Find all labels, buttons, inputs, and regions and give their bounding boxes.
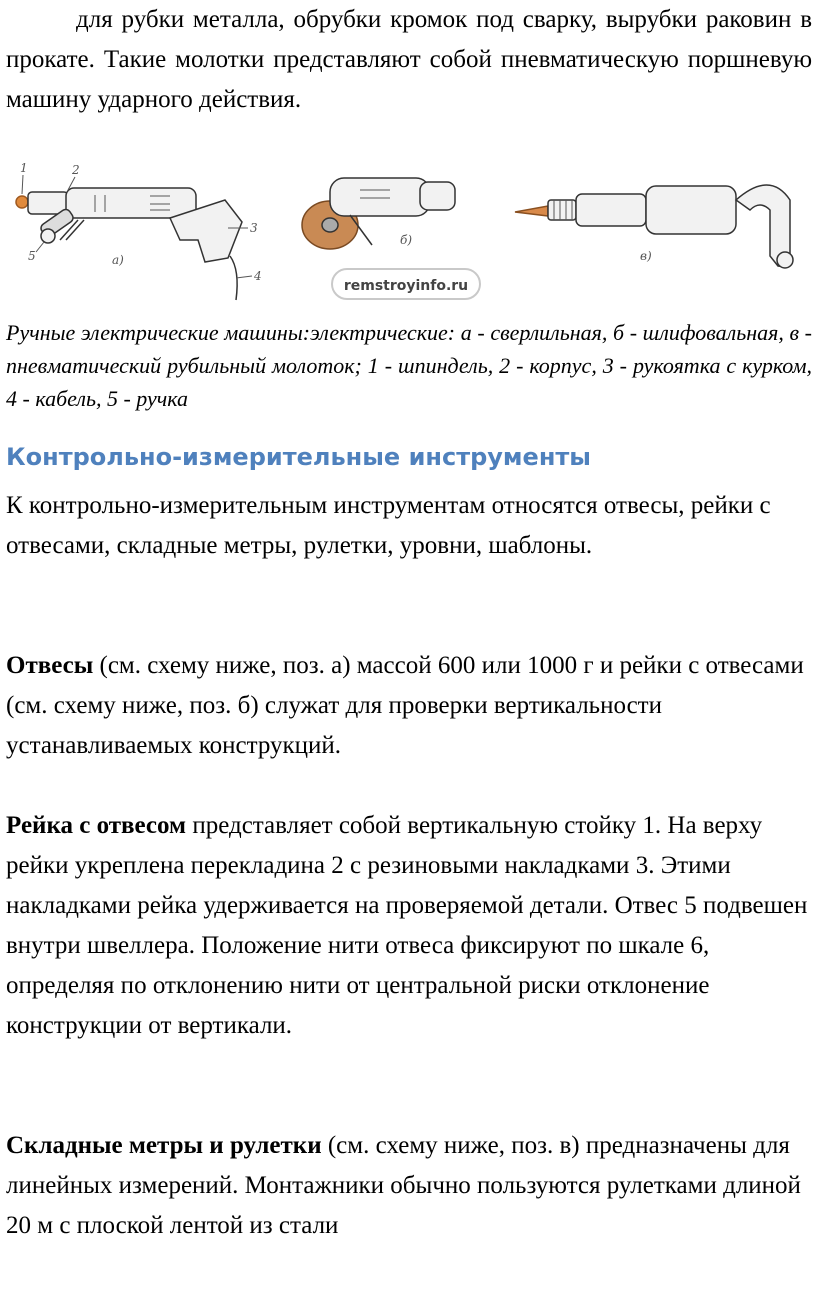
intro-paragraph: для рубки металла, обрубки кромок под сварку, вырубки раковин в прокате. Такие молотки представляют собой пневматическую поршневую машину ударного действия. [6, 6, 812, 113]
rail-term: Рейка с отвесом [6, 812, 187, 839]
meters-text: (см. схему ниже, поз. в) предназначены для линейных измерений. Монтажники обычно пользуются рулетками длиной 20 м с плоской лентой из стали [6, 1132, 801, 1239]
rail-text: представляет собой вертикальную стойку 1. На верху рейки укреплена перекладина 2 с резиновыми накладками 3. Этими накладками рейка удерживается на проверяемой детали. Отвес 5 подвешен внутри швеллера. Положение нити отвеса фиксируют по шкале 6, определяя по отклонению нити от центральной риски отклонение конструкции от вертикали. [6, 812, 808, 1039]
meters-paragraph [6, 1126, 812, 1246]
drill-illustration [16, 188, 242, 300]
label-b: б) [400, 233, 413, 247]
rail-paragraph [6, 806, 812, 1046]
section-intro-paragraph: К контрольно-измерительным инструментам относятся отвесы, рейки с отвесами, складные метры, рулетки, уровни, шаблоны. [6, 492, 771, 559]
label-a: а) [112, 253, 124, 267]
label-3: 3 [250, 221, 258, 235]
label-5: 5 [28, 249, 36, 263]
tools-illustration [0, 160, 816, 310]
watermark-logo [332, 269, 480, 299]
section-heading: Контрольно-измерительные инструменты [6, 443, 592, 471]
plumb-text: (см. схему ниже, поз. а) массой 600 или 1000 г и рейки с отвесами (см. схему ниже, поз. б) служат для проверки вертикальности устанавливаемых конструкций. [6, 652, 804, 759]
label-1: 1 [20, 161, 28, 175]
plumb-term: Отвесы [6, 652, 94, 679]
figure-caption: Ручные электрические машины:электрические: а - сверлильная, б - шлифовальная, в - пневматический рубильный молоток; 1 - шпиндель, 2 - корпус, 3 - рукоятка с курком, 4 - кабель, 5 - ручка [6, 320, 812, 411]
tools-figure [0, 160, 816, 310]
label-2: 2 [72, 163, 80, 177]
grinder-illustration [302, 178, 455, 249]
meters-term: Складные метры и рулетки [6, 1132, 322, 1159]
label-4: 4 [254, 269, 262, 283]
pneumatic-hammer-illustration [515, 185, 793, 268]
label-v: в) [640, 249, 652, 263]
watermark-text: remstroyinfo.ru [343, 278, 469, 294]
plumb-paragraph [6, 646, 812, 766]
